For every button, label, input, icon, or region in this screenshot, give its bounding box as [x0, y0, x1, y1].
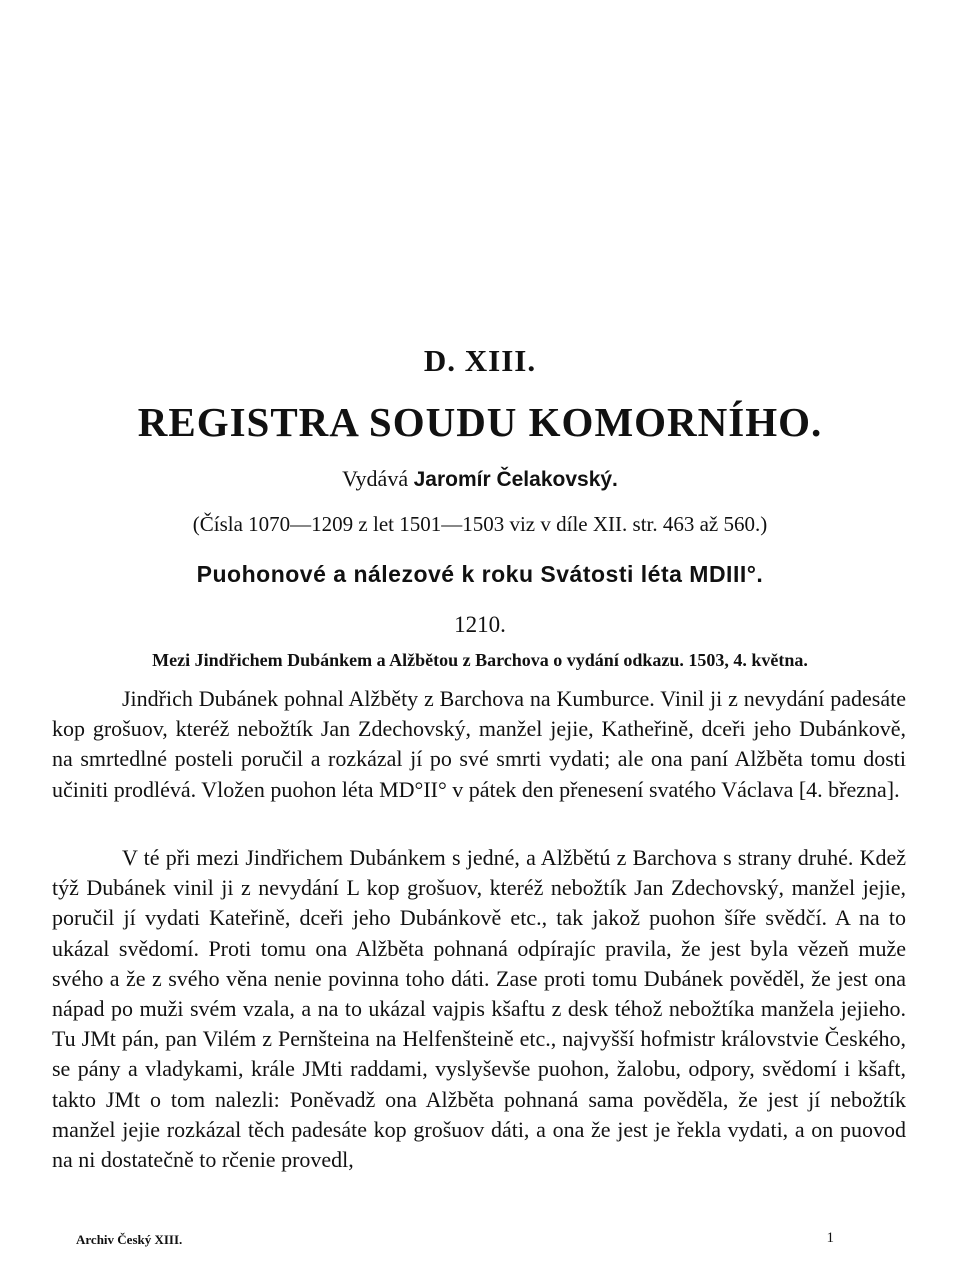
section-subheading: Puohonové a nálezové k roku Svátosti léta MDIII°.	[196, 561, 764, 587]
paragraph: V té při mezi Jindřichem Dubánkem s jedné, a Alžbětú z Barchova s strany druhé. Kdež týž Dubánek vinil ji z nevydání L kop grošuov, kteréž nebožtík Jan Zdechovský, manžel jejie, poručil jí vydati Kateřině, dceři jeho Dubánkově etc., tak jakož puohon šíře svědčí. A na to ukázal svědomí. Proti tomu ona Alžběta pohnaná odpírajíc pravila, že jest byla vězeň muže svého a že z svého věna nenie povinna toho dáti. Zase proti tomu Dubánek pověděl, že jest ona nápad po muži svém vzala, a na to ukázal vajpis kšaftu z desk téhož nebožtíka manžela jejieho. Tu JMt pán, pan Vilém z Pernšteina na Helfenšteině etc., najvyšší hofmistr královstvie Českého, se pány a vladykami, krále JMti raddami, vyslyševše puohon, žalobu, odpory, svědomí i kšaft, takto JMt o tom nalezli: Poněvadž ona Alžběta pohnaná sama pověděla, že jest jí nebožtík manžel jejie rozkázal těch padesáte kop grošuov dáti, a ona že jest je řekla vydati, a on puovod na ni dostatečně to rčenie provedl,	[52, 845, 906, 1173]
editor-name: Jaromír Čelakovský.	[413, 468, 618, 491]
entry-summary: Mezi Jindřichem Dubánkem a Alžbětou z Barchova o vydání odkazu. 1503, 4. května.	[152, 650, 808, 670]
numbers-note: (Čísla 1070—1209 z let 1501—1503 viz v díle XII. str. 463 až 560.)	[192, 512, 768, 536]
entry-number: 1210.	[454, 612, 506, 637]
section-code: D. XIII.	[423, 343, 537, 378]
footer-source: Archiv Český XIII.	[76, 1232, 183, 1247]
document-title: REGISTRA SOUDU KOMORNÍHO.	[137, 399, 823, 445]
page-number: 1	[826, 1230, 834, 1246]
editor-prefix: Vydává	[342, 466, 409, 491]
editor-line	[0, 466, 960, 492]
paragraph: Jindřich Dubánek pohnal Alžběty z Barchova na Kumburce. Vinil ji z nevydání padesáte kop grošuov, kteréž nebožtík Jan Zdechovský, manžel jejie, Katheřině, dceři jeho Dubánkově, na smrtedlné posteli poručil a rozkázal jí po své smrti vydati; ale ona paní Alžběta tomu dosti učiniti prodlévá. Vložen puohon léta MD°II° v pátek den přenesení svatého Václava [4. března].	[52, 686, 906, 802]
